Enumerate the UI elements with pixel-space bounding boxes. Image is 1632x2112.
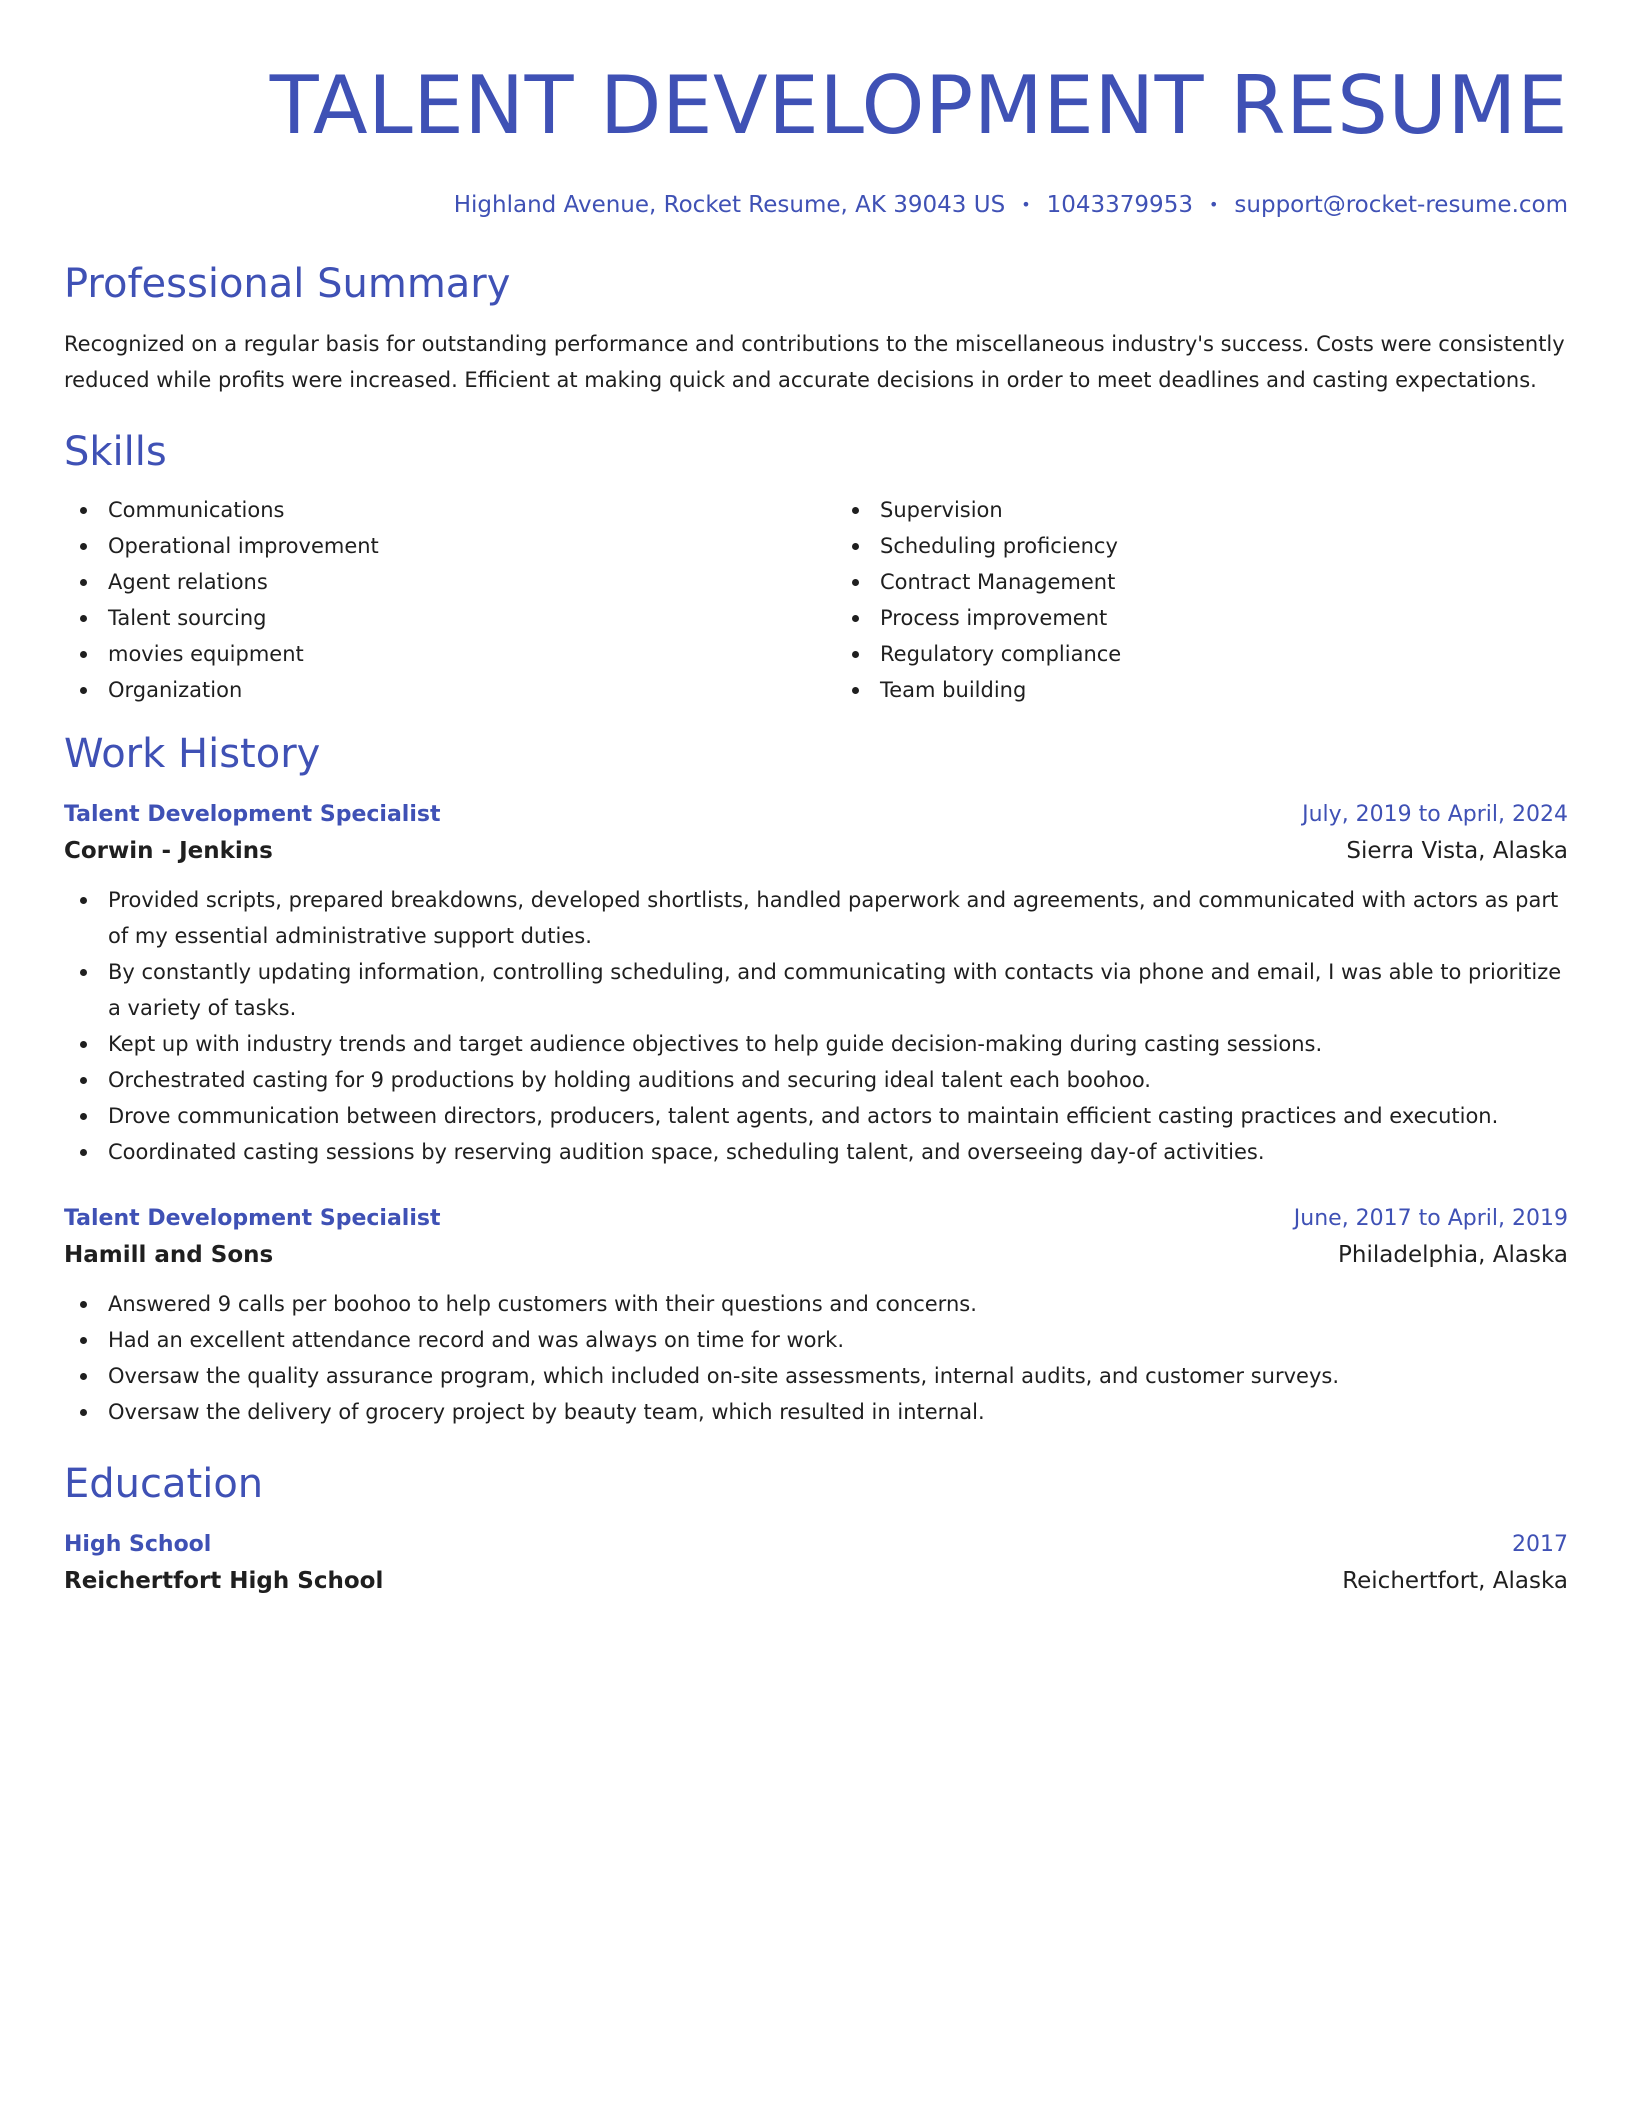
- skill-item: Team building: [836, 672, 1568, 708]
- education-entry: [64, 1528, 1568, 1600]
- job-duty: Drove communication between directors, producers, talent agents, and actors to maintain efficient casting practices and execution.: [64, 1098, 1568, 1134]
- skills-list-right: [836, 492, 1568, 708]
- skill-item: Agent relations: [64, 564, 796, 600]
- skills-grid: [64, 492, 1568, 708]
- contact-separator: •: [1208, 195, 1219, 214]
- contact-separator: •: [1021, 195, 1031, 214]
- job-duty: Oversaw the delivery of grocery project by beauty team, which resulted in internal.: [64, 1394, 1568, 1430]
- education-heading: Education: [64, 1461, 264, 1507]
- job-title: Talent Development Specialist: [64, 1206, 441, 1231]
- job-duty: Provided scripts, prepared breakdowns, developed shortlists, handled paperwork and agreements, and communicated with actors as part of my essential administrative support duties.: [64, 882, 1568, 954]
- job-dates: July, 2019 to April, 2024: [1302, 802, 1568, 827]
- job-location: Sierra Vista, Alaska: [1346, 838, 1568, 864]
- skills-list-left: [64, 492, 796, 708]
- education-school-row: [64, 1562, 1568, 1600]
- skill-item: Operational improvement: [64, 528, 796, 564]
- education-location: Reichertfort, Alaska: [1342, 1568, 1568, 1594]
- job-duty: By constantly updating information, controlling scheduling, and communicating with contacts via phone and email, I was able to prioritize a variety of tasks.: [64, 954, 1568, 1026]
- job-duties-list: [64, 882, 1568, 1170]
- summary-text: Recognized on a regular basis for outstanding performance and contributions to the miscellaneous industry's success. Costs were consistently reduced while profits were increased. Efficient at making quick and accurate decisions in order to meet deadlines and casting expectations.: [64, 332, 1565, 392]
- job-duties-list: [64, 1286, 1568, 1430]
- job-entry: [64, 1202, 1568, 1430]
- job-title: Talent Development Specialist: [64, 802, 441, 827]
- job-duty: Kept up with industry trends and target audience objectives to help guide decision-making during casting sessions.: [64, 1026, 1568, 1062]
- job-company-row: [64, 1236, 1568, 1274]
- contact-email: support@rocket-resume.com: [1234, 192, 1568, 218]
- education-header-row: [64, 1528, 1568, 1562]
- job-duty: Oversaw the quality assurance program, which included on-site assessments, internal audits, and customer surveys.: [64, 1358, 1568, 1394]
- skill-item: Supervision: [836, 492, 1568, 528]
- education-degree: High School: [64, 1532, 212, 1557]
- job-header-row: [64, 798, 1568, 832]
- skill-item: Scheduling proficiency: [836, 528, 1568, 564]
- work-history-heading: Work History: [64, 731, 321, 777]
- job-duty: Answered 9 calls per boohoo to help customers with their questions and concerns.: [64, 1286, 1568, 1322]
- skill-item: Communications: [64, 492, 796, 528]
- skill-item: Contract Management: [836, 564, 1568, 600]
- job-duty: Orchestrated casting for 9 productions by holding auditions and securing ideal talent each boohoo.: [64, 1062, 1568, 1098]
- job-entry: [64, 798, 1568, 1170]
- skill-item: Regulatory compliance: [836, 636, 1568, 672]
- skill-item: movies equipment: [64, 636, 796, 672]
- job-dates: June, 2017 to April, 2019: [1293, 1206, 1568, 1231]
- contact-line: [64, 190, 1568, 220]
- education-school: Reichertfort High School: [64, 1568, 384, 1594]
- contact-phone: 1043379953: [1046, 192, 1193, 218]
- summary-heading: Professional Summary: [64, 261, 511, 307]
- job-location: Philadelphia, Alaska: [1338, 1242, 1568, 1268]
- skill-item: Process improvement: [836, 600, 1568, 636]
- skill-item: Talent sourcing: [64, 600, 796, 636]
- job-company: Corwin - Jenkins: [64, 838, 273, 864]
- job-company-row: [64, 832, 1568, 870]
- skill-item: Organization: [64, 672, 796, 708]
- education-year: 2017: [1512, 1532, 1568, 1557]
- resume-title: TALENT DEVELOPMENT RESUME: [269, 59, 1568, 152]
- skills-heading: Skills: [64, 429, 167, 475]
- job-company: Hamill and Sons: [64, 1242, 274, 1268]
- job-header-row: [64, 1202, 1568, 1236]
- job-duty: Had an excellent attendance record and was always on time for work.: [64, 1322, 1568, 1358]
- contact-address: Highland Avenue, Rocket Resume, AK 39043 US: [453, 192, 1006, 218]
- job-duty: Coordinated casting sessions by reserving audition space, scheduling talent, and overseeing day-of activities.: [64, 1134, 1568, 1170]
